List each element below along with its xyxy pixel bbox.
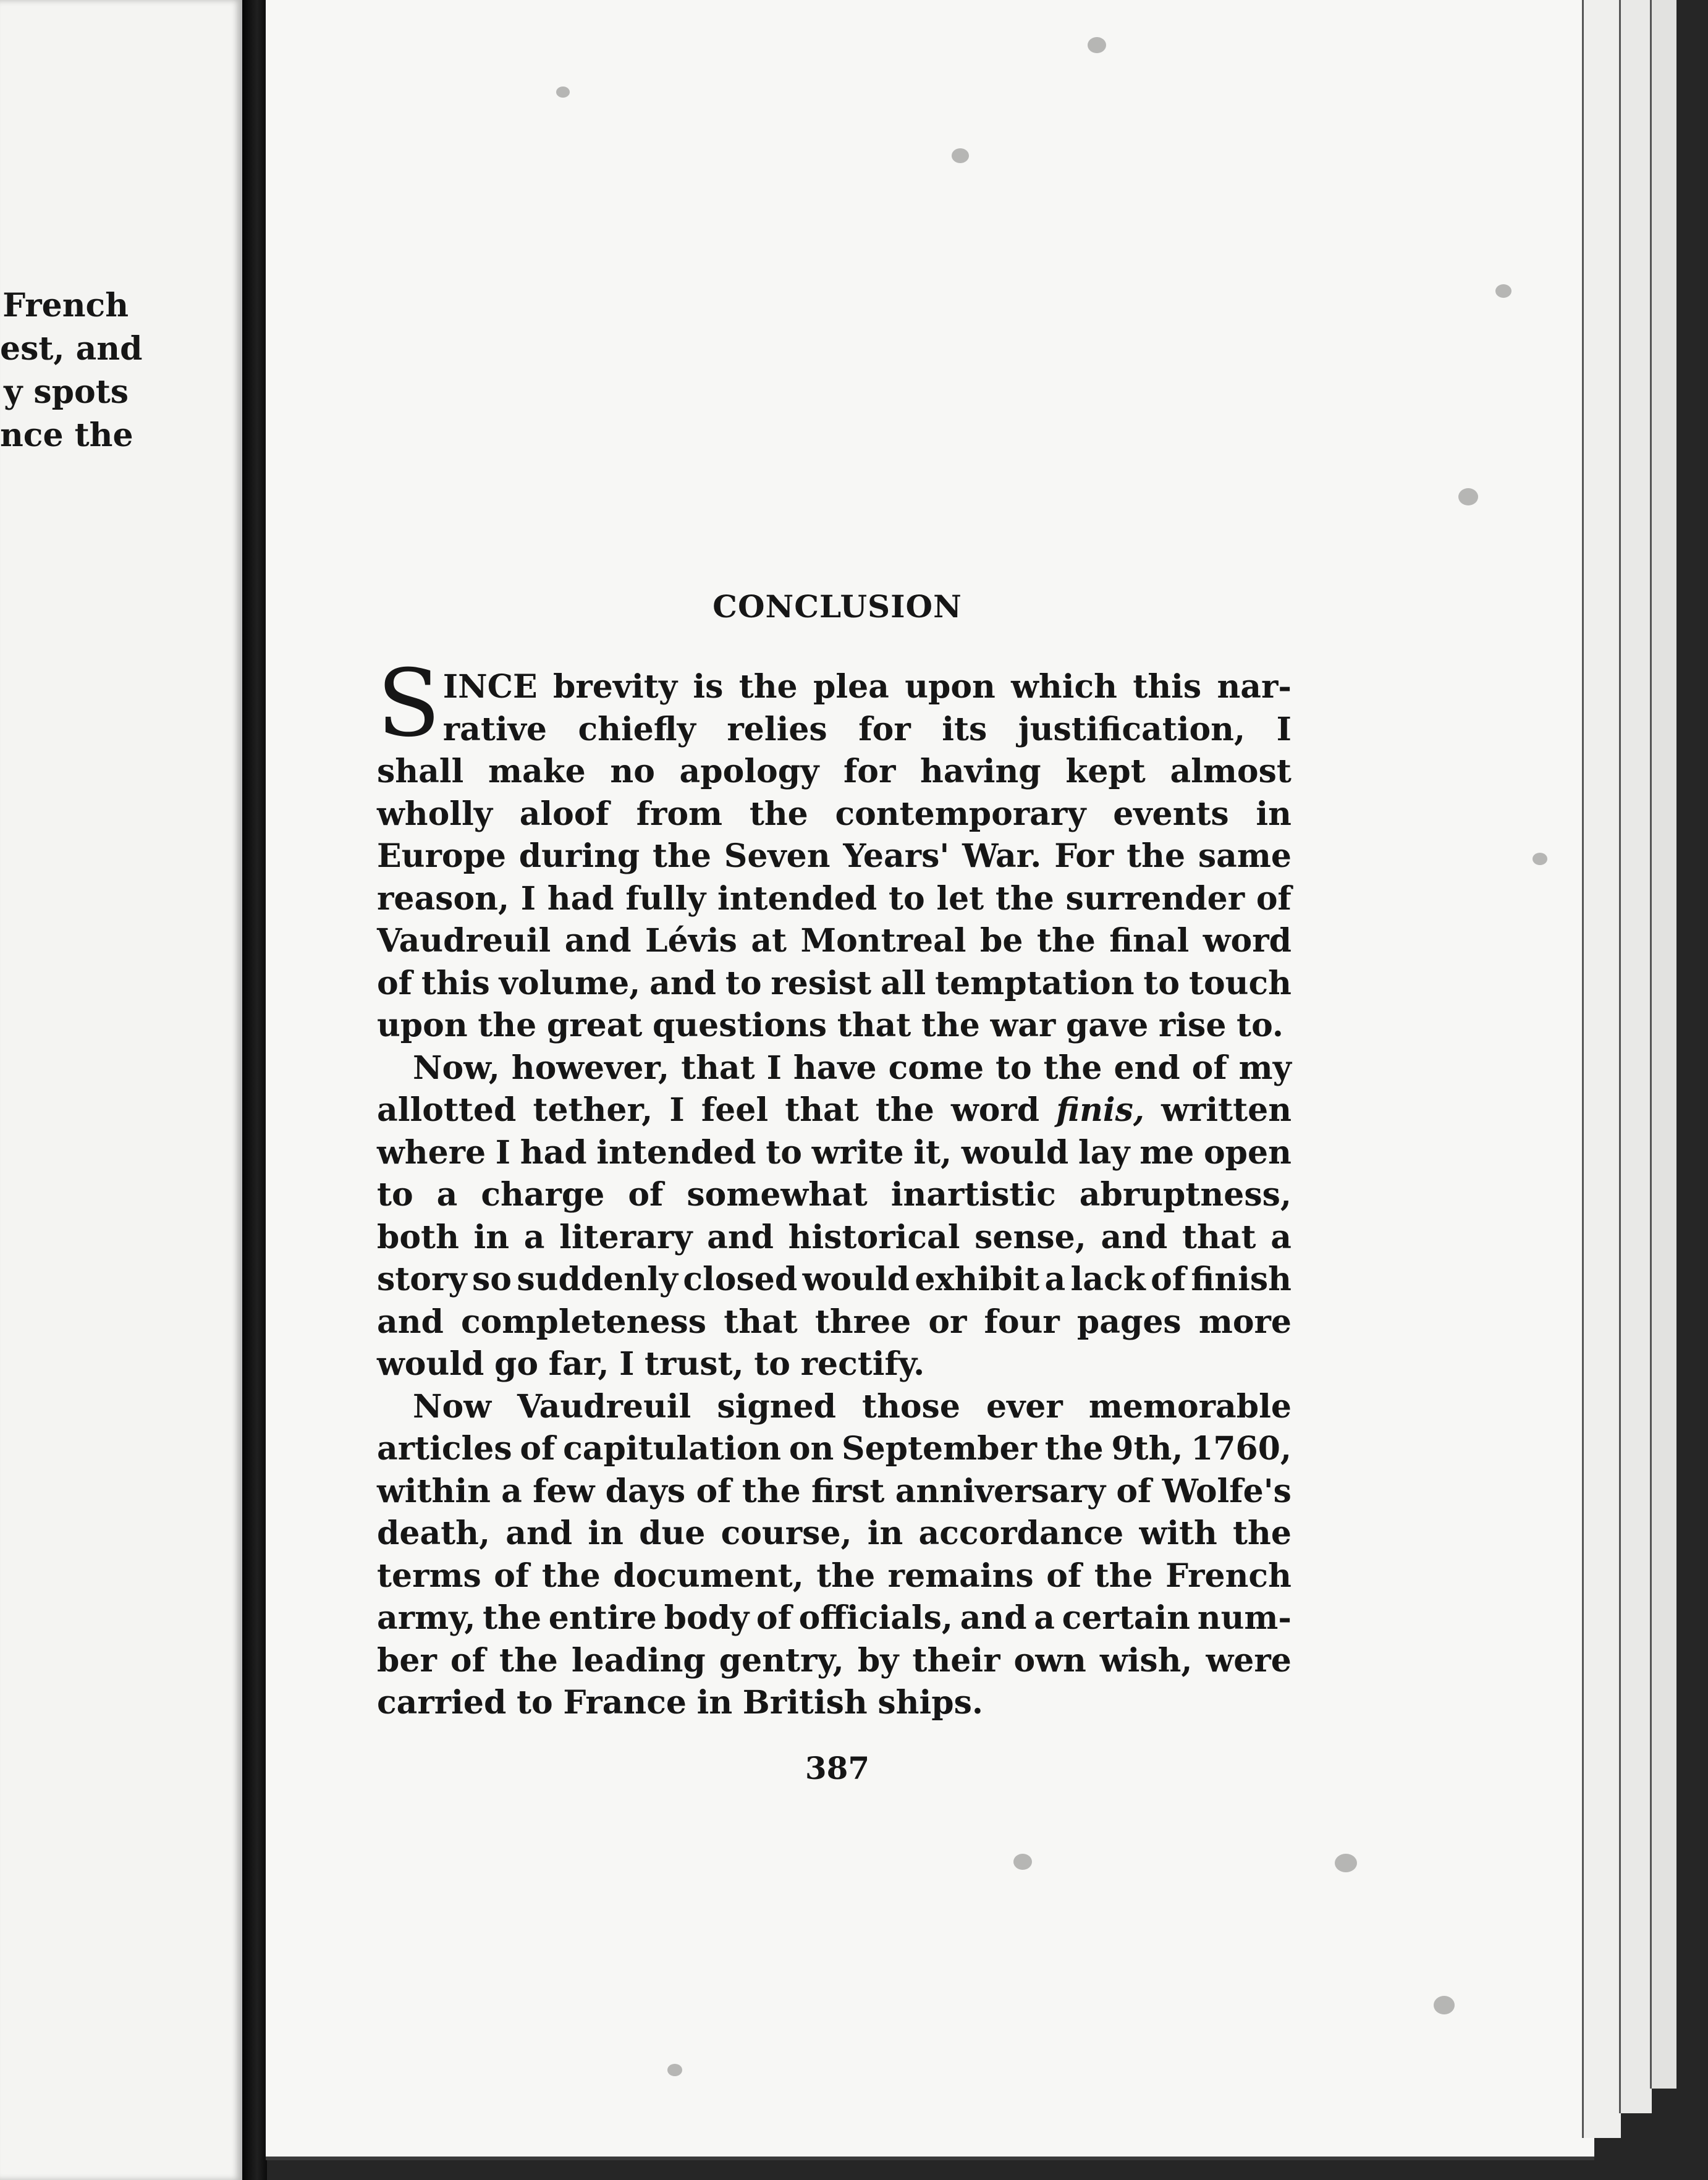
word: certain: [1062, 1599, 1191, 1637]
word: the: [995, 879, 1054, 918]
word: is: [693, 668, 724, 706]
word: volume,: [499, 964, 641, 1002]
text-line: [377, 751, 1292, 793]
word: anniversary: [895, 1472, 1106, 1510]
word: of: [494, 1557, 530, 1595]
word: almost: [1170, 753, 1292, 790]
word: by: [857, 1641, 899, 1679]
word: the: [875, 1091, 934, 1129]
word: I: [766, 1049, 782, 1087]
body-text: [377, 650, 1292, 1725]
word: intended: [596, 1133, 756, 1172]
word: so: [471, 1261, 512, 1298]
word: British: [742, 1684, 868, 1722]
word: more: [1198, 1303, 1292, 1341]
word: relies: [727, 710, 827, 748]
word: had: [520, 1133, 587, 1172]
word: and: [960, 1599, 1027, 1637]
scan-speck: [556, 87, 570, 98]
word: war: [990, 1007, 1056, 1044]
word: a: [523, 1218, 545, 1256]
word: this: [1133, 668, 1202, 706]
left-page-line: est, and: [0, 330, 143, 368]
word: of: [1116, 1472, 1152, 1510]
word: ships.: [877, 1684, 983, 1722]
text-line: [377, 835, 1292, 878]
word: intended: [717, 879, 877, 918]
word: ber: [377, 1641, 437, 1679]
word: trust,: [645, 1345, 744, 1383]
word: were: [1206, 1641, 1292, 1679]
word: its: [942, 710, 987, 748]
word: and: [564, 922, 632, 960]
word: in: [696, 1684, 733, 1722]
word: to: [725, 964, 762, 1002]
word: to: [1143, 964, 1180, 1002]
word: to: [377, 1176, 413, 1214]
word: num-: [1197, 1599, 1292, 1637]
word: abruptness,: [1079, 1176, 1292, 1214]
word: aloof: [519, 795, 609, 833]
word: end: [1114, 1049, 1180, 1087]
word: having: [920, 753, 1041, 790]
left-page-line: nce the: [0, 416, 133, 454]
word: nar-: [1217, 668, 1292, 706]
word: that: [1182, 1218, 1256, 1256]
scan-speck: [667, 2064, 682, 2076]
text-line: [443, 709, 1292, 751]
word: and: [707, 1218, 774, 1256]
word: from: [636, 795, 723, 833]
word: suddenly: [517, 1261, 678, 1298]
word: Lévis: [645, 922, 737, 960]
word: surrender: [1065, 879, 1245, 918]
word: within: [377, 1472, 491, 1510]
word: no: [610, 753, 655, 790]
word: their: [912, 1641, 1000, 1679]
word: accordance: [918, 1515, 1124, 1552]
word: the: [1043, 1049, 1102, 1087]
word: completeness: [460, 1303, 707, 1341]
word: a: [1270, 1218, 1292, 1256]
word: For: [1054, 837, 1114, 875]
word: the: [816, 1557, 876, 1595]
text-line: [377, 1640, 1292, 1683]
word: days: [605, 1472, 686, 1510]
word: lay: [1078, 1133, 1130, 1172]
word: great: [546, 1007, 643, 1044]
word: [1056, 1089, 1144, 1132]
word: of: [1151, 1261, 1186, 1298]
word: the: [478, 1007, 537, 1044]
word: that: [837, 1007, 911, 1044]
word: the: [742, 1472, 801, 1510]
word: open: [1203, 1133, 1292, 1172]
text-line: [377, 1343, 1292, 1386]
word: of: [696, 1472, 732, 1510]
word: go: [494, 1345, 539, 1383]
book-gutter: [242, 0, 267, 2180]
word: in: [588, 1515, 624, 1552]
scan-speck: [952, 148, 969, 163]
word: tether,: [533, 1091, 653, 1129]
page-edge: [1619, 0, 1652, 2113]
word: leading: [571, 1641, 706, 1679]
word: on: [788, 1430, 834, 1468]
word: this: [421, 964, 490, 1002]
word: capitulation: [563, 1430, 782, 1468]
left-page-line: y spots: [4, 373, 129, 411]
word: word: [1203, 922, 1292, 960]
text-line: [377, 1386, 1292, 1429]
word: of: [1256, 879, 1292, 918]
text-line: [377, 1047, 1292, 1090]
word: Vaudreuil: [517, 1387, 691, 1426]
word: the: [1233, 1515, 1292, 1552]
word: Now: [413, 1387, 491, 1426]
word: and: [1101, 1218, 1168, 1256]
word: all: [881, 964, 926, 1002]
word: chiefly: [578, 710, 696, 748]
word: would: [377, 1345, 484, 1383]
word: in: [473, 1218, 510, 1256]
word: first: [811, 1472, 885, 1510]
word: it,: [913, 1133, 952, 1172]
word: with: [1139, 1515, 1217, 1552]
word: final: [1109, 922, 1190, 960]
scan-speck: [1335, 1854, 1357, 1872]
word: which: [1011, 668, 1117, 706]
word: kept: [1065, 753, 1146, 790]
word: rectify.: [800, 1345, 925, 1383]
scan-speck: [1434, 1996, 1455, 2014]
word: that: [681, 1049, 755, 1087]
word: same: [1198, 837, 1292, 875]
word: word: [950, 1091, 1040, 1129]
word: of: [628, 1176, 664, 1214]
word: a: [436, 1176, 458, 1214]
word: write: [811, 1133, 904, 1172]
text-line: [377, 963, 1292, 1005]
word: gentry,: [719, 1641, 844, 1679]
word: would: [961, 1133, 1069, 1172]
text-line: [377, 1428, 1292, 1471]
word: rative: [442, 710, 547, 748]
word: Vaudreuil: [377, 922, 551, 960]
word: of: [377, 964, 413, 1002]
text-line: [377, 920, 1292, 963]
word: articles: [377, 1430, 512, 1468]
word: historical: [788, 1218, 960, 1256]
scan-speck: [1495, 284, 1511, 298]
word: entire: [548, 1599, 657, 1637]
word: due: [639, 1515, 706, 1552]
left-facing-page: [0, 0, 242, 2180]
word: finish: [1191, 1261, 1292, 1298]
word: the: [921, 1007, 980, 1044]
word: make: [488, 753, 586, 790]
word: lack: [1070, 1261, 1146, 1298]
word: course,: [721, 1515, 852, 1552]
word: the: [499, 1641, 558, 1679]
word: upon: [905, 668, 996, 706]
word: the: [749, 795, 808, 833]
word: a: [1044, 1261, 1066, 1298]
word: literary: [559, 1218, 693, 1256]
word: the: [541, 1557, 601, 1595]
word: be: [979, 922, 1023, 960]
word: justification,: [1018, 710, 1246, 748]
word: body: [664, 1599, 750, 1637]
word: for: [858, 710, 911, 748]
italic-word: finis,: [1056, 1091, 1145, 1129]
text-line: [377, 1301, 1292, 1344]
text-line: [443, 666, 1292, 709]
word: charge: [481, 1176, 605, 1214]
page-number: 387: [805, 1750, 870, 1786]
word: that: [724, 1303, 798, 1341]
text-line: [377, 878, 1292, 921]
text-line: [377, 1217, 1292, 1259]
word: rise: [1158, 1007, 1227, 1044]
word: remains: [887, 1557, 1034, 1595]
word: gave: [1065, 1007, 1149, 1044]
word: INCE: [442, 668, 538, 706]
word: those: [862, 1387, 960, 1426]
word: plea: [813, 668, 889, 706]
word: contemporary: [835, 795, 1086, 833]
word: ever: [986, 1387, 1063, 1426]
word: to: [888, 879, 925, 918]
word: French: [1165, 1557, 1292, 1595]
text-line: [377, 1513, 1292, 1555]
word: both: [377, 1218, 459, 1256]
word: the: [738, 668, 798, 706]
word: document,: [613, 1557, 804, 1595]
word: shall: [377, 753, 464, 790]
word: 9th,: [1111, 1430, 1183, 1468]
word: a: [501, 1472, 522, 1510]
word: and: [377, 1303, 444, 1341]
word: Europe: [377, 837, 506, 875]
text-line: [377, 1005, 1292, 1047]
word: where: [377, 1133, 486, 1172]
word: own: [1013, 1641, 1086, 1679]
word: of: [450, 1641, 486, 1679]
word: I: [495, 1133, 511, 1172]
word: closed: [683, 1261, 798, 1298]
word: memorable: [1088, 1387, 1292, 1426]
word: War.: [962, 837, 1042, 875]
text-line: [377, 793, 1292, 836]
word: far,: [548, 1345, 609, 1383]
chapter-heading: CONCLUSION: [712, 588, 962, 625]
drop-cap: S: [377, 650, 441, 758]
word: come: [888, 1049, 984, 1087]
word: three: [814, 1303, 911, 1341]
word: of: [520, 1430, 556, 1468]
word: September: [842, 1430, 1037, 1468]
word: of: [756, 1599, 792, 1637]
word: 1760,: [1191, 1430, 1292, 1468]
word: I: [669, 1091, 685, 1129]
word: and: [505, 1515, 573, 1552]
word: I: [520, 879, 536, 918]
word: upon: [377, 1007, 468, 1044]
word: pages: [1076, 1303, 1182, 1341]
word: wish,: [1099, 1641, 1193, 1679]
paragraph: [377, 650, 1292, 1047]
word: have: [793, 1049, 877, 1087]
word: me: [1139, 1133, 1194, 1172]
word: however,: [511, 1049, 670, 1087]
text-line: [377, 1471, 1292, 1513]
word: the: [1044, 1430, 1104, 1468]
word: the: [1094, 1557, 1153, 1595]
word: that: [785, 1091, 859, 1129]
scan-speck: [1013, 1854, 1032, 1870]
word: army,: [377, 1599, 476, 1637]
text-line: [377, 1132, 1292, 1175]
word: would: [802, 1261, 910, 1298]
word: in: [867, 1515, 903, 1552]
word: fully: [625, 879, 706, 918]
word: of: [1046, 1557, 1082, 1595]
word: temptation: [935, 964, 1135, 1002]
word: reason,: [377, 879, 510, 918]
word: touch: [1188, 964, 1292, 1002]
page-edge: [1650, 0, 1676, 2089]
word: Wolfe's: [1162, 1472, 1292, 1510]
word: written: [1161, 1091, 1292, 1129]
word: I: [619, 1345, 635, 1383]
word: at: [751, 922, 787, 960]
word: to: [516, 1684, 553, 1722]
word: carried: [377, 1684, 507, 1722]
word: inartistic: [890, 1176, 1056, 1214]
word: Now,: [413, 1049, 500, 1087]
word: or: [928, 1303, 967, 1341]
word: somewhat: [687, 1176, 868, 1214]
word: resist: [771, 964, 872, 1002]
word: questions: [653, 1007, 827, 1044]
word: to: [995, 1049, 1032, 1087]
paragraph: [377, 1047, 1292, 1386]
word: France: [563, 1684, 687, 1722]
text-line: [377, 1682, 1292, 1725]
word: terms: [377, 1557, 481, 1595]
left-page-line: French: [2, 287, 129, 324]
word: Seven: [724, 837, 831, 875]
word: four: [984, 1303, 1060, 1341]
scan-speck: [1533, 853, 1547, 865]
word: feel: [701, 1091, 769, 1129]
word: I: [1276, 710, 1292, 748]
word: sense,: [974, 1218, 1086, 1256]
text-line: [377, 1259, 1292, 1301]
word: to: [754, 1345, 790, 1383]
word: the: [1127, 837, 1186, 875]
word: Montreal: [800, 922, 966, 960]
page-edge: [1582, 0, 1621, 2138]
word: had: [547, 879, 614, 918]
text-line: [377, 1555, 1292, 1598]
text-line: [377, 1089, 1292, 1132]
word: Years': [843, 837, 950, 875]
word: death,: [377, 1515, 491, 1552]
word: signed: [717, 1387, 836, 1426]
word: a: [1034, 1599, 1055, 1637]
paragraph: [377, 1386, 1292, 1725]
scan-speck: [1458, 488, 1478, 505]
word: let: [936, 879, 984, 918]
word: to.: [1237, 1007, 1283, 1044]
word: officials,: [798, 1599, 953, 1637]
word: of: [1191, 1049, 1227, 1087]
word: my: [1238, 1049, 1292, 1087]
word: apology: [679, 753, 819, 790]
word: in: [1256, 795, 1292, 833]
word: brevity: [552, 668, 678, 706]
word: the: [483, 1599, 542, 1637]
word: exhibit: [915, 1261, 1040, 1298]
word: during: [518, 837, 640, 875]
word: and: [649, 964, 716, 1002]
word: few: [533, 1472, 595, 1510]
left-page-text: [0, 284, 143, 457]
word: allotted: [377, 1091, 517, 1129]
word: to: [766, 1133, 802, 1172]
word: wholly: [377, 795, 493, 833]
text-line: [377, 1174, 1292, 1217]
scan-speck: [1088, 37, 1106, 53]
word: the: [1036, 922, 1096, 960]
word: the: [653, 837, 711, 875]
word: for: [843, 753, 896, 790]
text-line: [377, 1597, 1292, 1640]
word: story: [377, 1261, 467, 1298]
word: events: [1113, 795, 1229, 833]
